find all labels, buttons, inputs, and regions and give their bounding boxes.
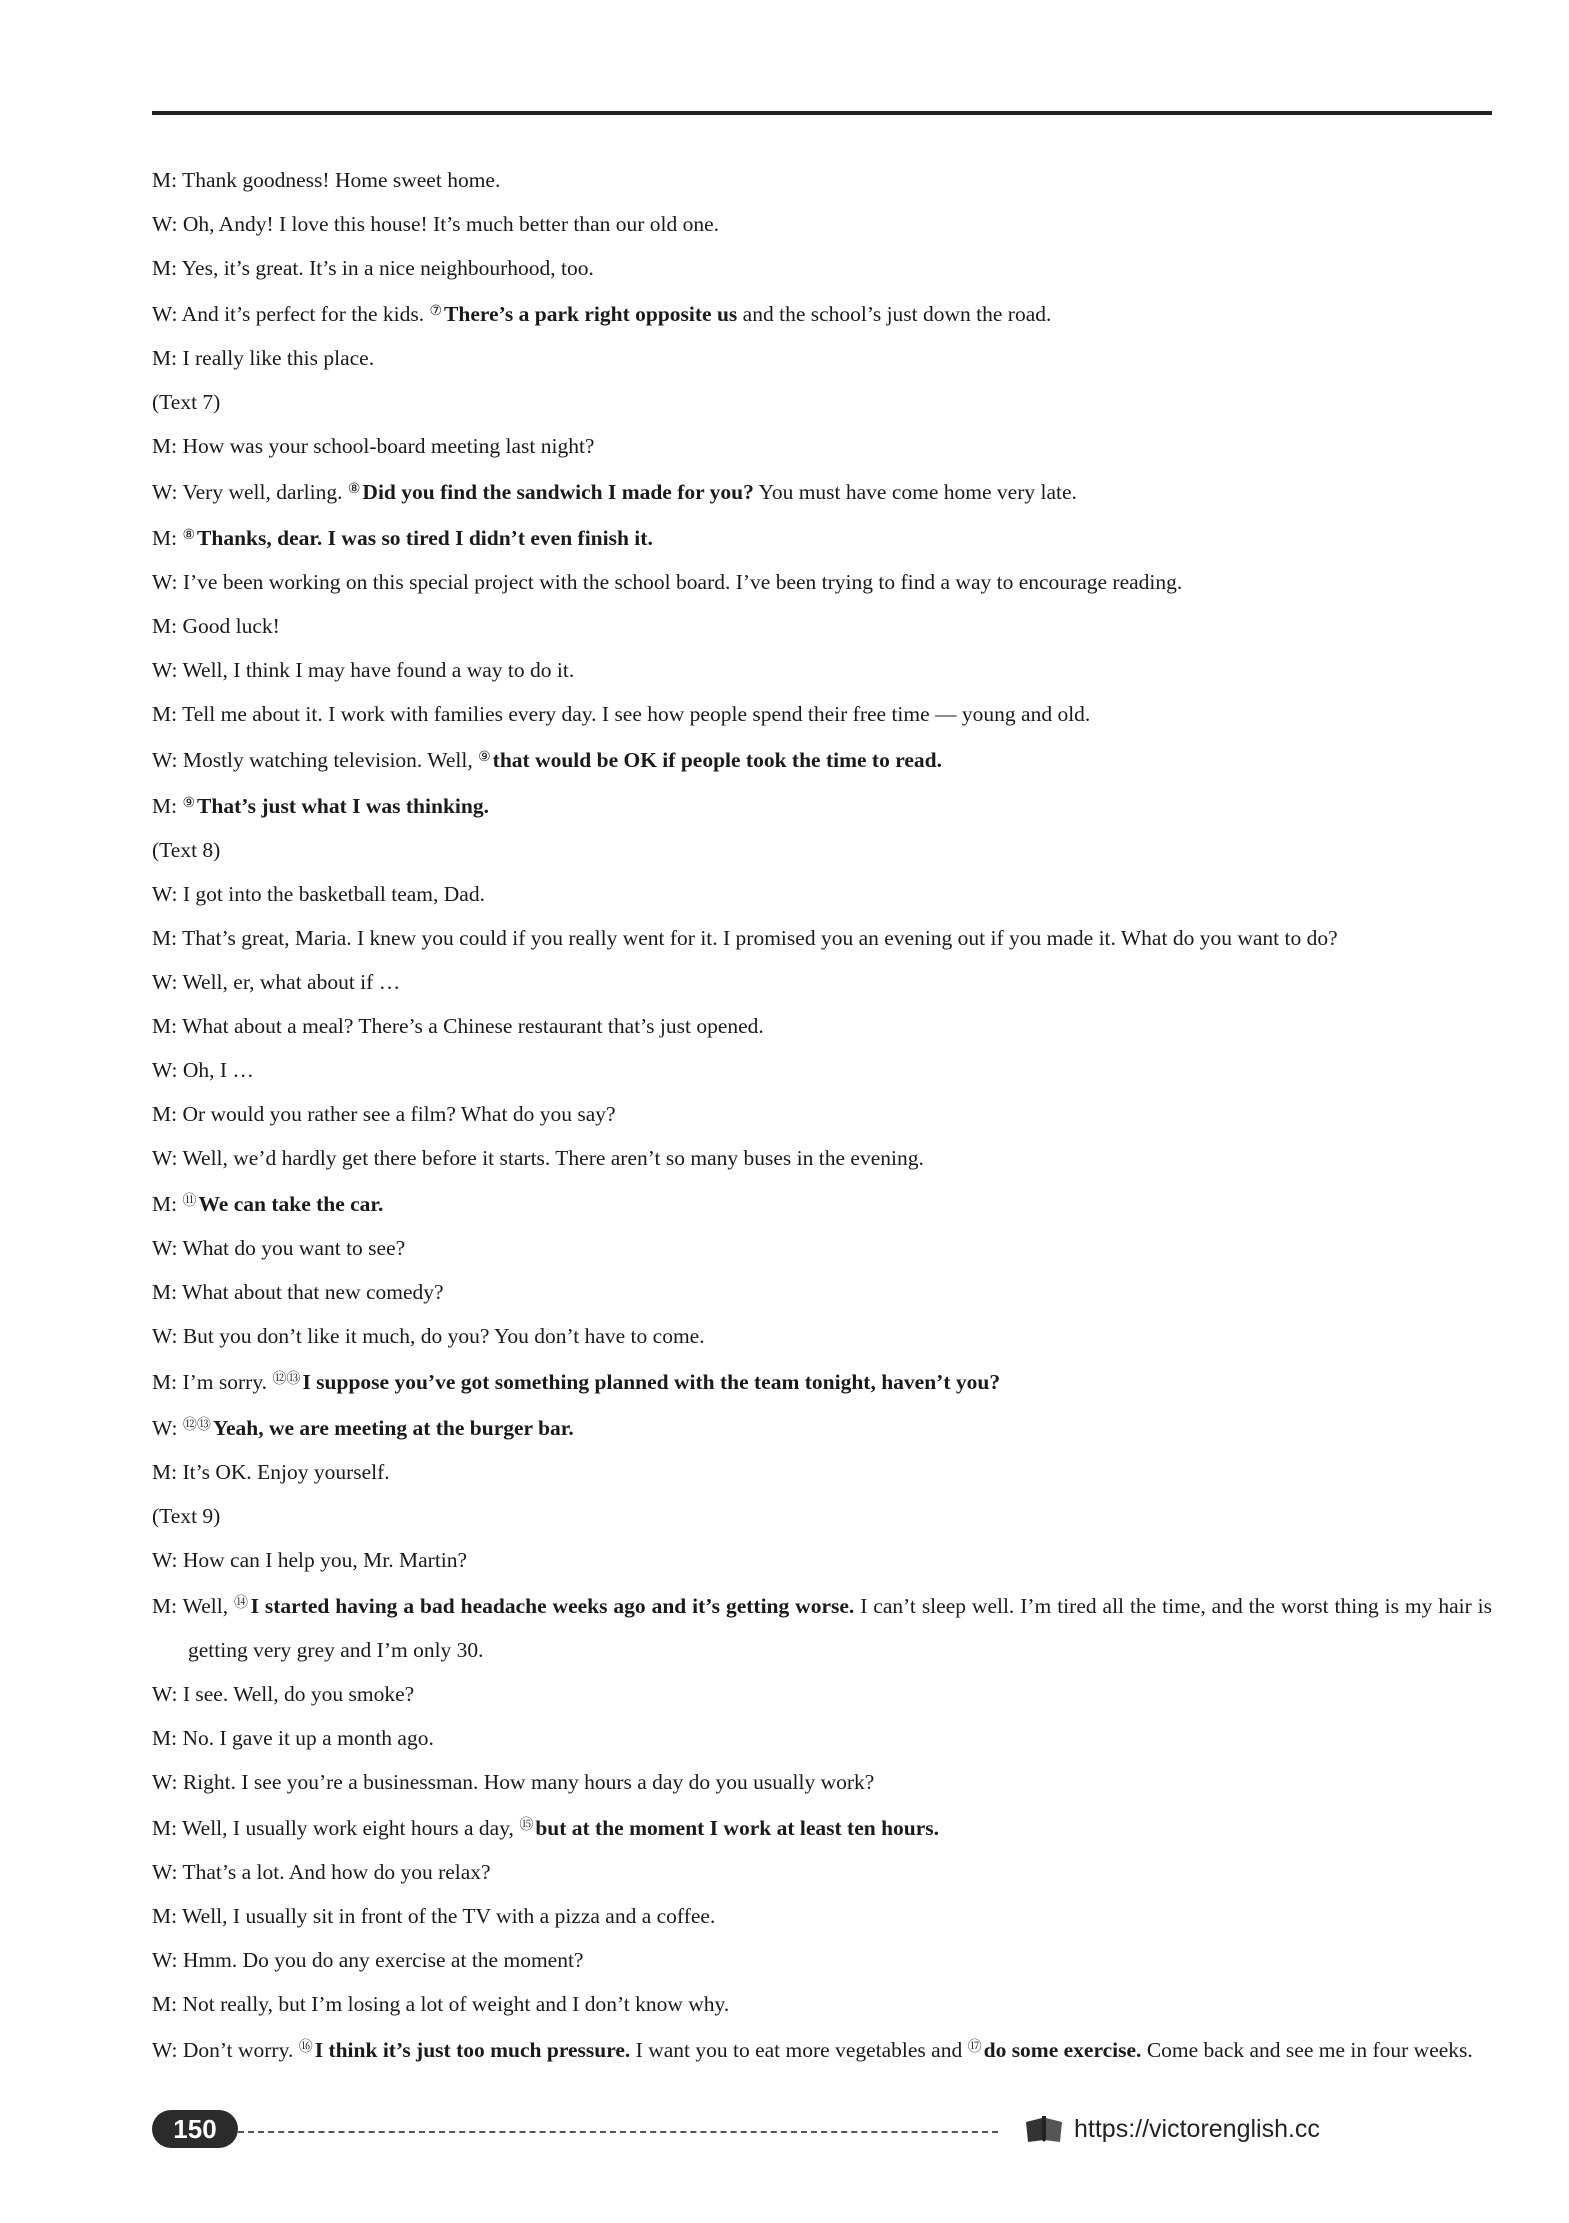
dialogue-text: What about a meal? There’s a Chinese restaurant that’s just opened. xyxy=(182,1014,764,1038)
highlighted-answer: Did you find the sandwich I made for you? xyxy=(362,480,754,504)
dialogue-line xyxy=(152,916,1492,960)
dialogue-text: and the school’s just down the road. xyxy=(737,302,1052,326)
dialogue-text: (Text 8) xyxy=(152,838,221,862)
dialogue-line xyxy=(152,872,1492,916)
highlighted-answer: Thanks, dear. I was so tired I didn’t even finish it. xyxy=(197,526,653,550)
speaker-label: M: xyxy=(152,526,178,550)
dialogue-text: I see. Well, do you smoke? xyxy=(182,1682,415,1706)
speaker-label: W: xyxy=(152,1948,178,1972)
dialogue-text: Thank goodness! Home sweet home. xyxy=(182,168,501,192)
dialogue-line xyxy=(152,1270,1492,1314)
dialogue-line xyxy=(152,1850,1492,1894)
highlighted-answer: We can take the car. xyxy=(198,1192,384,1216)
header-rule xyxy=(152,111,1492,115)
speaker-label: W: xyxy=(152,1058,178,1082)
dialogue-text: Come back and see me in four weeks. xyxy=(1141,2038,1473,2062)
speaker-label: M: xyxy=(152,434,178,458)
speaker-label: W: xyxy=(152,748,178,772)
dialogue-text: You must have come home very late. xyxy=(753,480,1077,504)
answer-marker: ⑪ xyxy=(182,1194,197,1209)
speaker-label: W: xyxy=(152,570,178,594)
answer-marker: ⑨ xyxy=(182,796,196,811)
dialogue-line xyxy=(152,1404,1492,1450)
footer-rule xyxy=(238,2131,998,2133)
dialogue-line xyxy=(152,2026,1492,2072)
dialogue-text: That’s a lot. And how do you relax? xyxy=(182,1860,491,1884)
answer-marker: ⑫⑬ xyxy=(182,1418,211,1433)
speaker-label: W: xyxy=(152,480,178,504)
dialogue-line xyxy=(152,1894,1492,1938)
dialogue-text: Mostly watching television. Well, xyxy=(182,748,479,772)
dialogue-text: What do you want to see? xyxy=(182,1236,406,1260)
dialogue-line xyxy=(152,1048,1492,1092)
speaker-label: W: xyxy=(152,1860,178,1884)
dialogue-line xyxy=(152,246,1492,290)
dialogue-line xyxy=(152,424,1492,468)
dialogue-text: How can I help you, Mr. Martin? xyxy=(182,1548,468,1572)
dialogue-text: Hmm. Do you do any exercise at the moment? xyxy=(182,1948,584,1972)
highlighted-answer: I suppose you’ve got something planned with the team tonight, haven’t you? xyxy=(302,1370,1001,1394)
dialogue-line xyxy=(152,1092,1492,1136)
dialogue-text: Good luck! xyxy=(182,614,280,638)
dialogue-line xyxy=(152,960,1492,1004)
dialogue-line xyxy=(152,736,1492,782)
speaker-label: M: xyxy=(152,1280,178,1304)
highlighted-answer: There’s a park right opposite us xyxy=(444,302,738,326)
speaker-label: W: xyxy=(152,2038,178,2062)
speaker-label: M: xyxy=(152,346,178,370)
dialogue-text: I want you to eat more vegetables and xyxy=(630,2038,968,2062)
speaker-label: W: xyxy=(152,658,178,682)
dialogue-line xyxy=(152,560,1492,604)
dialogue-line xyxy=(152,1136,1492,1180)
dialogue-text: Well, I usually work eight hours a day, xyxy=(182,1816,520,1840)
dialogue-text: I’ve been working on this special project with the school board. I’ve been trying to find a way to encourage reading. xyxy=(182,570,1183,594)
dialogue-line xyxy=(152,604,1492,648)
dialogue-text: Don’t worry. xyxy=(182,2038,299,2062)
speaker-label: M: xyxy=(152,702,178,726)
dialogue-line xyxy=(152,1672,1492,1716)
dialogue-line xyxy=(152,1804,1492,1850)
dialogue-line xyxy=(152,1716,1492,1760)
dialogue-text: Yes, it’s great. It’s in a nice neighbourhood, too. xyxy=(181,256,594,280)
dialogue-line xyxy=(152,1450,1492,1494)
dialogue-text: How was your school-board meeting last night? xyxy=(182,434,595,458)
answer-marker: ⑦ xyxy=(429,304,443,319)
dialogue-text: No. I gave it up a month ago. xyxy=(182,1726,434,1750)
dialogue-text: That’s great, Maria. I knew you could if you really went for it. I promised you an evening out if you made it. What do you want to do? xyxy=(182,926,1338,950)
answer-marker: ⑭ xyxy=(234,1596,249,1611)
dialogue-text: Well, I think I may have found a way to do it. xyxy=(182,658,575,682)
dialogue-line xyxy=(152,828,1492,872)
dialogue-line xyxy=(152,1538,1492,1582)
speaker-label: W: xyxy=(152,1236,178,1260)
dialogue-text: And it’s perfect for the kids. xyxy=(181,302,430,326)
speaker-label: W: xyxy=(152,1682,178,1706)
dialogue-text: Not really, but I’m losing a lot of weight and I don’t know why. xyxy=(182,1992,730,2016)
speaker-label: W: xyxy=(152,212,178,236)
dialogue-line xyxy=(152,290,1492,336)
speaker-label: M: xyxy=(152,1992,178,2016)
dialogue-text: Right. I see you’re a businessman. How many hours a day do you usually work? xyxy=(182,1770,875,1794)
dialogue-line xyxy=(152,648,1492,692)
speaker-label: M: xyxy=(152,614,178,638)
dialogue-line xyxy=(152,1582,1492,1672)
dialogue-line xyxy=(152,782,1492,828)
page-footer xyxy=(152,2110,1492,2150)
dialogue-line xyxy=(152,1004,1492,1048)
dialogue-transcript xyxy=(152,158,1492,2072)
dialogue-line xyxy=(152,1494,1492,1538)
speaker-label: W: xyxy=(152,1770,178,1794)
speaker-label: M: xyxy=(152,1594,178,1618)
dialogue-line xyxy=(152,692,1492,736)
highlighted-answer: That’s just what I was thinking. xyxy=(197,794,489,818)
speaker-label: W: xyxy=(152,882,178,906)
dialogue-text: But you don’t like it much, do you? You don’t have to come. xyxy=(182,1324,705,1348)
highlighted-answer: that would be OK if people took the time to read. xyxy=(492,748,942,772)
dialogue-text: Well, I usually sit in front of the TV with a pizza and a coffee. xyxy=(182,1904,716,1928)
dialogue-line xyxy=(152,1982,1492,2026)
answer-marker: ⑫⑬ xyxy=(272,1372,301,1387)
speaker-label: M: xyxy=(152,1816,178,1840)
speaker-label: W: xyxy=(152,1548,178,1572)
dialogue-line xyxy=(152,158,1492,202)
dialogue-text: I’m sorry. xyxy=(182,1370,273,1394)
dialogue-text: I got into the basketball team, Dad. xyxy=(182,882,485,906)
dialogue-text: Oh, I … xyxy=(182,1058,254,1082)
highlighted-answer: Yeah, we are meeting at the burger bar. xyxy=(212,1416,574,1440)
dialogue-line xyxy=(152,336,1492,380)
speaker-label: M: xyxy=(152,256,178,280)
answer-marker: ⑮ xyxy=(519,1818,534,1833)
dialogue-line xyxy=(152,514,1492,560)
speaker-label: W: xyxy=(152,1324,178,1348)
dialogue-text: Well, er, what about if … xyxy=(182,970,401,994)
highlighted-answer: but at the moment I work at least ten hours. xyxy=(535,1816,940,1840)
highlighted-answer: do some exercise. xyxy=(983,2038,1142,2062)
dialogue-line xyxy=(152,1314,1492,1358)
dialogue-line xyxy=(152,202,1492,246)
speaker-label: M: xyxy=(152,1014,178,1038)
speaker-label: W: xyxy=(152,970,178,994)
speaker-label: M: xyxy=(152,1370,178,1394)
answer-marker: ⑰ xyxy=(967,2040,982,2055)
speaker-label: W: xyxy=(152,1146,178,1170)
answer-marker: ⑧ xyxy=(182,528,196,543)
dialogue-text: (Text 7) xyxy=(152,390,221,414)
dialogue-text: Well, we’d hardly get there before it starts. There aren’t so many buses in the evening. xyxy=(182,1146,924,1170)
dialogue-text: I can’t sleep well. I’m tired all the time, and the worst thing is my hair is getting very grey and I’m only 30. xyxy=(188,1594,1493,1662)
highlighted-answer: I started having a bad headache weeks ago and it’s getting worse. xyxy=(250,1594,855,1618)
dialogue-text: Or would you rather see a film? What do you say? xyxy=(182,1102,616,1126)
speaker-label: M: xyxy=(152,794,178,818)
speaker-label: M: xyxy=(152,926,178,950)
site-url[interactable]: https://victorenglish.cc xyxy=(1074,2115,1320,2143)
dialogue-line xyxy=(152,1938,1492,1982)
speaker-label: W: xyxy=(152,302,178,326)
dialogue-line xyxy=(152,468,1492,514)
speaker-label: M: xyxy=(152,1192,178,1216)
speaker-label: W: xyxy=(152,1416,178,1440)
dialogue-text: I really like this place. xyxy=(182,346,375,370)
dialogue-text: It’s OK. Enjoy yourself. xyxy=(182,1460,390,1484)
speaker-label: M: xyxy=(152,1460,178,1484)
dialogue-line xyxy=(152,380,1492,424)
speaker-label: M: xyxy=(152,1726,178,1750)
answer-marker: ⑯ xyxy=(298,2040,313,2055)
answer-marker: ⑨ xyxy=(478,750,491,765)
dialogue-line xyxy=(152,1180,1492,1226)
dialogue-text: (Text 9) xyxy=(152,1504,221,1528)
page-number: 150 xyxy=(152,2110,238,2148)
dialogue-text: Oh, Andy! I love this house! It’s much better than our old one. xyxy=(182,212,720,236)
dialogue-text: Very well, darling. xyxy=(182,480,348,504)
dialogue-line xyxy=(152,1760,1492,1804)
dialogue-line xyxy=(152,1226,1492,1270)
dialogue-text: Tell me about it. I work with families every day. I see how people spend their free time — young and old. xyxy=(182,702,1091,726)
speaker-label: M: xyxy=(152,1102,178,1126)
book-icon xyxy=(1024,2114,1066,2144)
speaker-label: M: xyxy=(152,168,178,192)
dialogue-text: What about that new comedy? xyxy=(182,1280,444,1304)
dialogue-text: Well, xyxy=(182,1594,235,1618)
speaker-label: M: xyxy=(152,1904,178,1928)
dialogue-line xyxy=(152,1358,1492,1404)
highlighted-answer: I think it’s just too much pressure. xyxy=(314,2038,631,2062)
answer-marker: ⑧ xyxy=(347,482,361,497)
